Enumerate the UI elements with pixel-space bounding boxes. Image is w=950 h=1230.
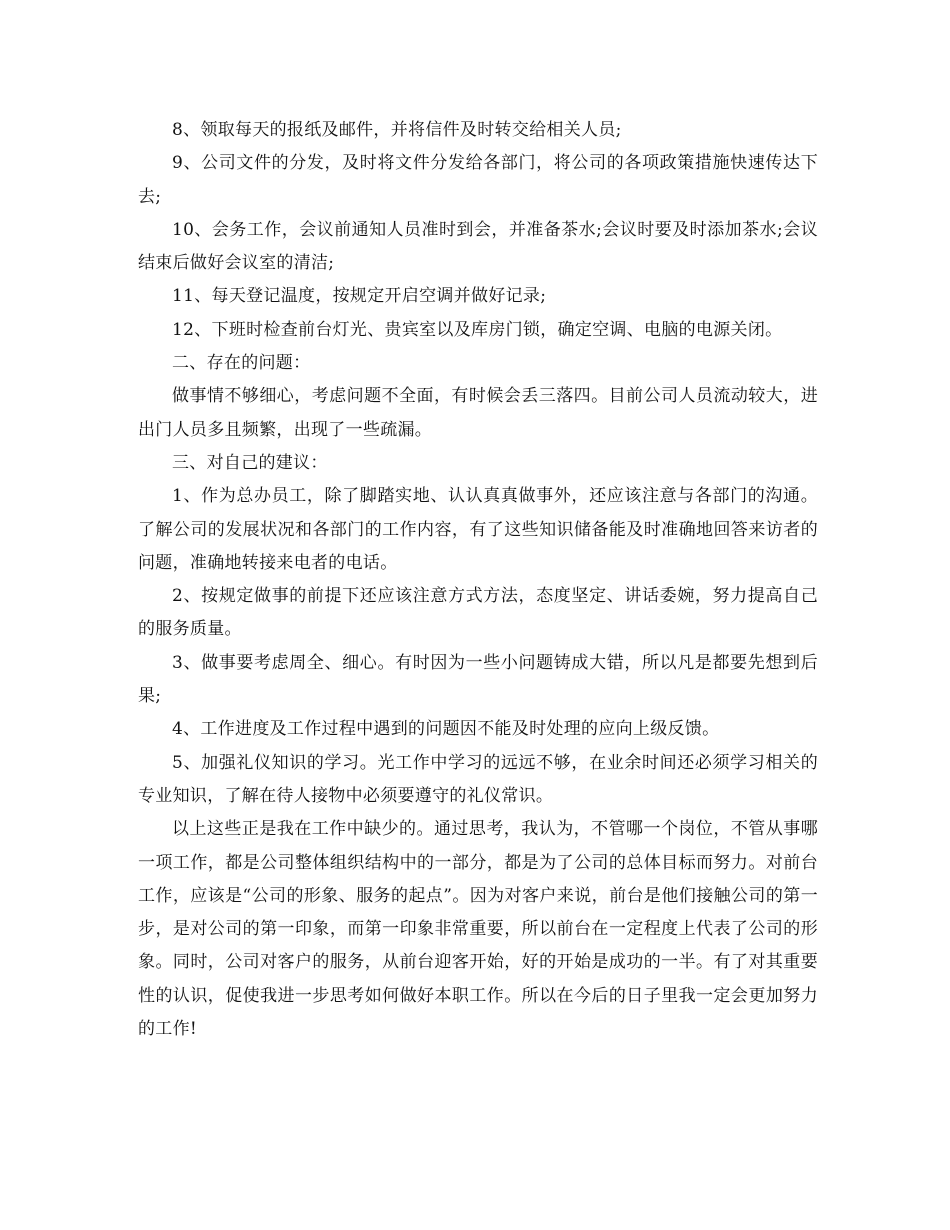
section-heading-problems: 二、存在的问题：	[172, 353, 311, 374]
conclusion-paragraph: 以上这些正是我在工作中缺少的。通过思考，我认为，不管哪一个岗位，不管从事哪一项工作，都是公司整体组织结构中的一部分，都是为了公司的总体目标而努力。对前台工作，应该是“公司的形象、服务的起点”。因为对客户来说，前台是他们接触公司的第一步，是对公司的第一印象，而第一印象非常重要，所以前台在一定程度上代表了公司的形象。同时，公司对客户的服务，从前台迎客开始，好的开始是成功的一半。有了对其重要性的认识，促使我进一步思考如何做好本职工作。所以在今后的日子里我一定会更加努力的工作!	[138, 819, 818, 1040]
suggestion-item-2: 2、按规定做事的前提下还应该注意方式方法，态度坚定、讲话委婉，努力提高自己的服务质量。	[138, 586, 818, 640]
paragraph-item-12: 12、下班时检查前台灯光、贵宾室以及库房门锁，确定空调、电脑的电源关闭。	[172, 319, 783, 340]
suggestion-item-5: 5、加强礼仪知识的学习。光工作中学习的远远不够，在业余时间还必须学习相关的专业知识，了解在待人接物中必须要遵守的礼仪常识。	[138, 752, 818, 806]
paragraph-item-11: 11、每天登记温度，按规定开启空调并做好记录;	[172, 286, 547, 307]
paragraph-item-10: 10、会务工作，会议前通知人员准时到会，并准备茶水;会议时要及时添加茶水;会议结束后做好会议室的清洁;	[138, 219, 818, 274]
section-heading-suggestions: 三、对自己的建议：	[172, 452, 328, 473]
suggestion-item-3: 3、做事要考虑周全、细心。有时因为一些小问题铸成大错，所以凡是都要先想到后果;	[138, 652, 818, 707]
problems-paragraph: 做事情不够细心，考虑问题不全面，有时候会丢三落四。目前公司人员流动较大，进出门人员多且频繁，出现了一些疏漏。	[138, 386, 818, 440]
paragraph-item-9: 9、公司文件的分发，及时将文件分发给各部门，将公司的各项政策措施快速传达下去;	[138, 153, 818, 207]
paragraph-item-8: 8、领取每天的报纸及邮件，并将信件及时转交给相关人员;	[172, 120, 622, 140]
suggestion-item-4: 4、工作进度及工作过程中遇到的问题因不能及时处理的应向上级反馈。	[172, 719, 720, 740]
document-body	[138, 114, 818, 1046]
suggestion-item-1: 1、作为总办员工，除了脚踏实地、认认真真做事外，还应该注意与各部门的沟通。了解公司的发展状况和各部门的工作内容，有了这些知识储备能及时准确地回答来访者的问题，准确地转接来电者的电话。	[138, 486, 818, 573]
